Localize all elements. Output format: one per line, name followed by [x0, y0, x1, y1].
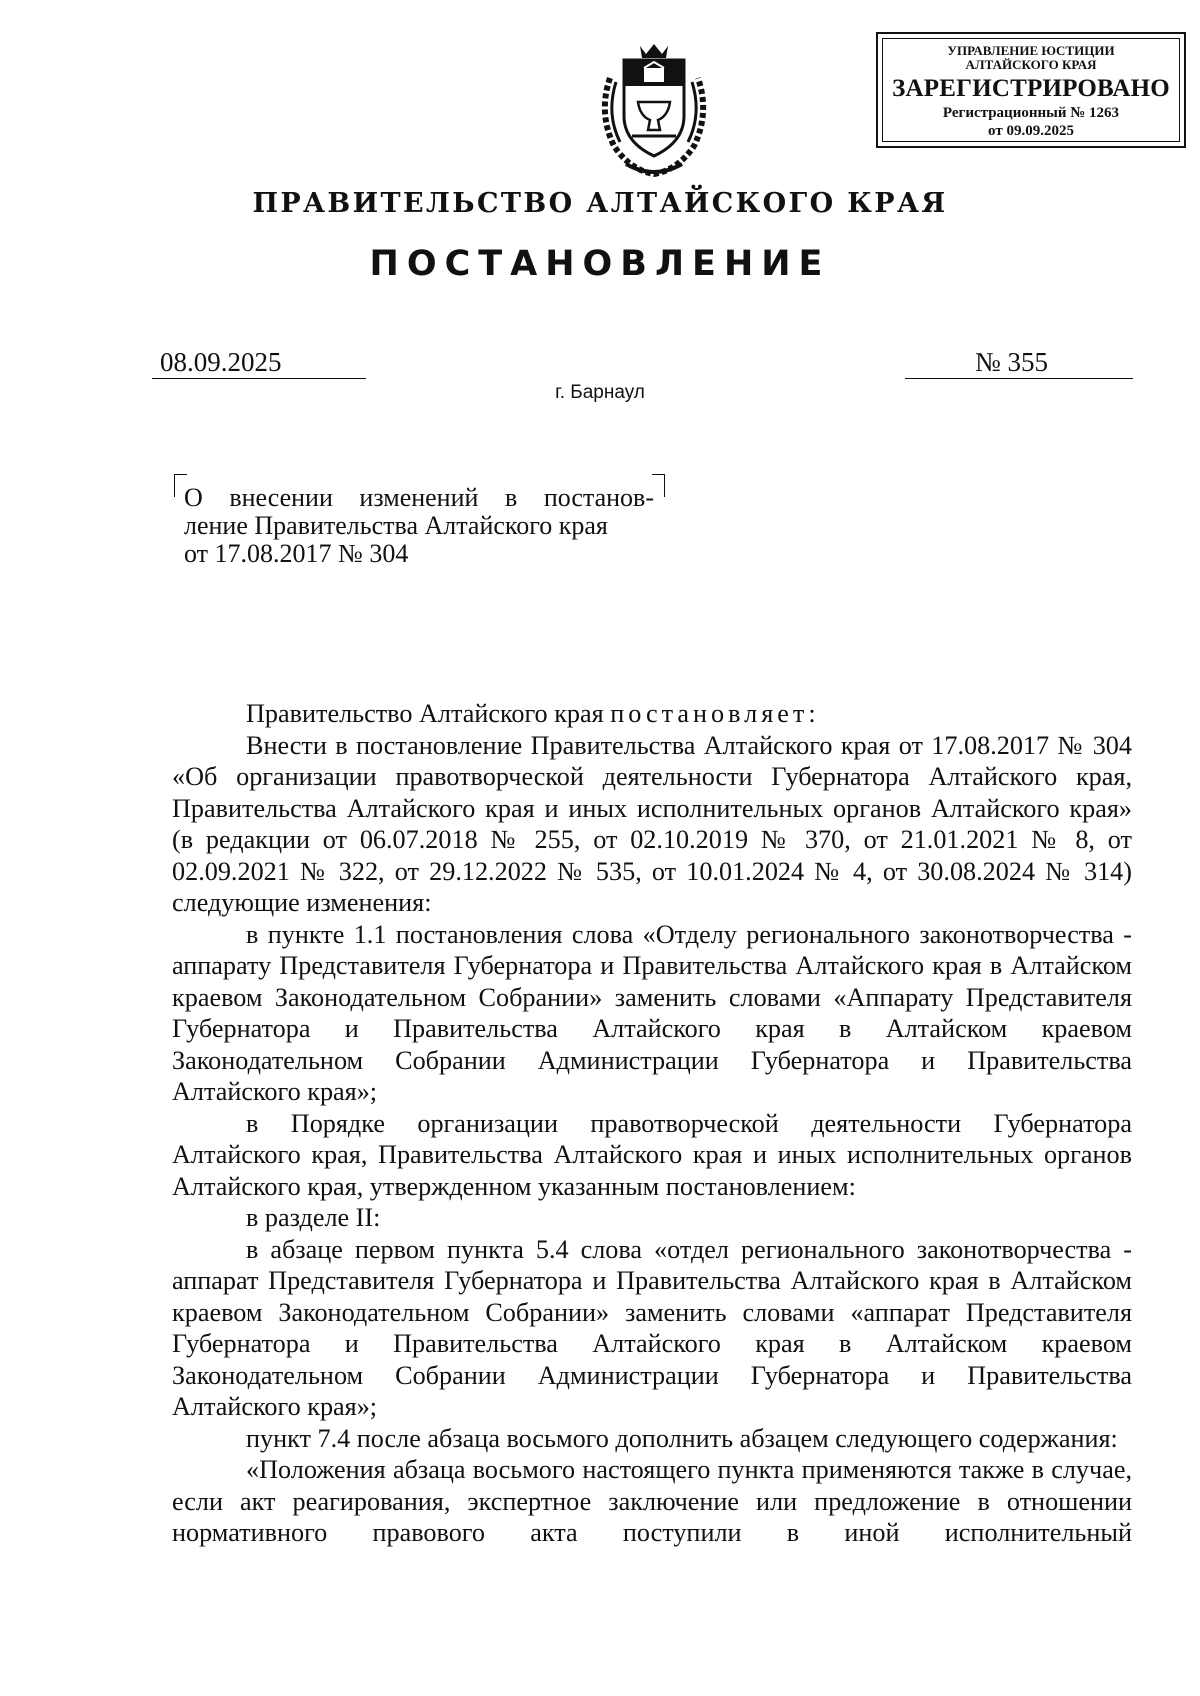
- stamp-reg-number: Регистрационный № 1263: [942, 105, 1120, 121]
- stamp-reg-date: от 09.09.2025: [988, 123, 1074, 139]
- subject-line: от 17.08.2017 № 304: [184, 539, 409, 568]
- body-paragraph: «Положения абзаца восьмого настоящего пункта применяются также в случае, если акт реагирования, экспертное заключение или предложение в отношении нормативного правового акта поступили в иной исполнительный: [172, 1455, 1132, 1547]
- document-date: 08.09.2025: [152, 346, 366, 379]
- document-city: г. Барнаул: [555, 382, 645, 403]
- body-paragraph: в разделе II:: [246, 1203, 381, 1232]
- altai-krai-coat-of-arms-icon: [590, 38, 718, 180]
- body-paragraph: в пункте 1.1 постановления слова «Отделу регионального законотворчества - аппарату Представителя Губернатора и Правительства Алтайского края в Алтайском краевом Законодательном Собрании» заменить словами «Аппарату Представителя Губернатора и Правительства Алтайского края в Алтайском краевом Законодательном Собрании Администрации Губернатора и Правительства Алтайского края»;: [172, 919, 1132, 1106]
- body-intro: [172, 698, 1132, 730]
- stamp-registered: ЗАРЕГИСТРИРОВАНО: [892, 75, 1170, 102]
- subject-line: ление Правительства Алтайского края: [184, 511, 608, 540]
- body-paragraph: в абзаце первом пункта 5.4 слова «отдел регионального законотворчества - аппарат Представителя Губернатора и Правительства Алтайского края в Алтайском краевом Законодательном Собрании» заменить словами «аппарат Представителя Губернатора и Правительства Алтайского края в Алтайском краевом Законодательном Собрании Администрации Губернатора и Правительства Алтайского края»;: [172, 1234, 1132, 1421]
- document-body: [172, 698, 1132, 1549]
- body-intro-prefix: Правительство Алтайского края: [246, 699, 611, 728]
- document-type: ПОСТАНОВЛЕНИЕ: [369, 244, 831, 284]
- document-number: № 355: [905, 346, 1133, 379]
- government-title: ПРАВИТЕЛЬСТВО АЛТАЙСКОГО КРАЯ: [252, 188, 948, 219]
- body-paragraph: в Порядке организации правотворческой деятельности Губернатора Алтайского края, Правительства Алтайского края и иных исполнительных органов Алтайского края, утвержденном указанным постановлением:: [172, 1108, 1132, 1201]
- body-paragraph: пункт 7.4 после абзаца восьмого дополнить абзацем следующего содержания:: [246, 1423, 1118, 1453]
- stamp-org-line1: УПРАВЛЕНИЕ ЮСТИЦИИ: [947, 43, 1115, 58]
- document-subject: [184, 484, 654, 568]
- body-paragraph: Внести в постановление Правительства Алтайского края от 17.08.2017 № 304 «Об организации правотворческой деятельности Губернатора Алтайского края, Правительства Алтайского края и иных исполнительных органов Алтайского края» (в редакции от 06.07.2018 № 255, от 02.10.2019 № 370, от 21.01.2021 № 8, от 02.09.2021 № 322, от 29.12.2022 № 535, от 10.01.2024 № 4, от 30.08.2024 № 314) следующие изменения:: [172, 730, 1132, 917]
- registration-stamp: [876, 32, 1186, 148]
- subject-line: О внесении изменений в постанов-: [184, 483, 654, 512]
- stamp-org-line2: АЛТАЙСКОГО КРАЯ: [965, 57, 1097, 72]
- body-intro-verb: постановляет:: [610, 699, 820, 728]
